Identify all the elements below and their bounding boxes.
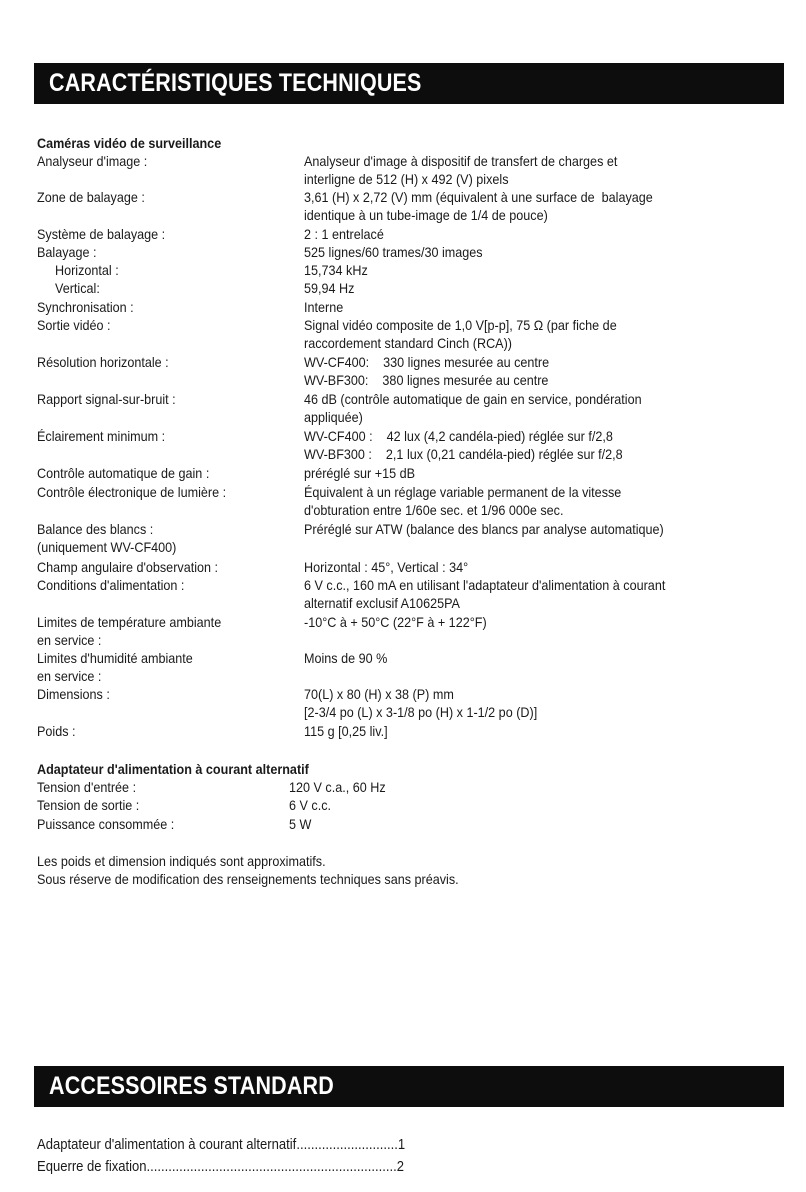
spec-label-line: Conditions d'alimentation : [37,577,185,593]
spec-label [37,520,176,557]
spec-value-line: Horizontal : 45°, Vertical : 34° [304,559,469,575]
spec-value-line: raccordement standard Cinch (RCA)) [304,335,512,352]
spec-label [37,353,169,371]
spec-value-line: 5 W [289,816,312,832]
accessory-qty: 2 [396,1159,405,1175]
spec-value [304,243,483,261]
spec-value [304,298,343,316]
spec-label-line: en service : [37,668,102,685]
spec-value-line: alternatif exclusif A10625PA [304,595,460,612]
spec-label [37,483,226,501]
spec-value-line: 3,61 (H) x 2,72 (V) mm (équivalent à une surface de balayage [304,189,653,205]
spec-value-line: WV-CF400: 330 lignes mesurée au centre [304,354,550,370]
spec-value-line: 15,734 kHz [304,262,368,278]
spec-label-line: Zone de balayage : [37,189,145,205]
spec-label [37,778,136,796]
spec-value-line: préréglé sur +15 dB [304,465,416,481]
spec-label [37,796,139,814]
spec-label-line: Synchronisation : [37,299,134,315]
spec-value-line: d'obturation entre 1/60e sec. et 1/96 000e sec. [304,502,564,519]
spec-label-line: Limites d'humidité ambiante [37,650,193,666]
spec-value [304,152,617,189]
spec-label [37,685,110,703]
spec-value-line: WV-BF300 : 2,1 lux (0,21 candéla-pied) réglée sur f/2,8 [304,446,623,463]
spec-value-line: -10°C à + 50°C (22°F à + 122°F) [304,614,487,630]
note-weights: Les poids et dimension indiqués sont approximatifs. [37,853,326,869]
spec-label [37,576,184,594]
spec-label-line: Rapport signal-sur-bruit : [37,391,176,407]
spec-label [37,243,97,261]
spec-value [304,261,368,279]
spec-value [304,188,653,225]
spec-value-line: 525 lignes/60 trames/30 images [304,244,483,260]
spec-value [289,796,331,814]
spec-label [37,152,147,170]
spec-label-line: Tension d'entrée : [37,779,137,795]
spec-value [289,815,311,833]
spec-value-line: 6 V c.c., 160 mA en utilisant l'adaptateur d'alimentation à courant [304,577,666,593]
spec-value [304,685,537,722]
spec-value [304,722,388,740]
spec-value [304,483,621,520]
spec-label-line: Poids : [37,723,76,739]
accessory-name: Adaptateur d'alimentation à courant alternatif [37,1137,297,1153]
spec-value-line: 46 dB (contrôle automatique de gain en service, pondération [304,391,642,407]
spec-value-line: Interne [304,299,344,315]
specs-banner [34,63,784,104]
spec-value-line: Signal vidéo composite de 1,0 V[p-p], 75 Ω (par fiche de [304,317,617,333]
spec-value [304,353,549,390]
spec-value-line: 115 g [0,25 liv.] [304,723,388,739]
spec-value-line: WV-CF400 : 42 lux (4,2 candéla-pied) réglée sur f/2,8 [304,428,613,444]
spec-value-line: interligne de 512 (H) x 492 (V) pixels [304,171,509,188]
spec-value [304,390,642,427]
spec-label-line: Sortie vidéo : [37,317,111,333]
accessory-item: Equerre de fixation.....................................................................2 [37,1159,405,1175]
spec-value-line: 2 : 1 entrelacé [304,226,384,242]
spec-value-line: [2-3/4 po (L) x 3-1/8 po (H) x 1-1/2 po (D)] [304,704,538,721]
spec-label [37,316,111,334]
spec-label [37,427,165,445]
spec-value-line: 59,94 Hz [304,280,355,296]
accessory-name: Equerre de fixation [37,1159,147,1175]
spec-label [37,261,119,279]
spec-value [304,558,468,576]
spec-label-line: Éclairement minimum : [37,428,166,444]
spec-label [37,188,145,206]
adapter-heading: Adaptateur d'alimentation à courant alternatif [37,761,309,777]
specs-title: CARACTÉRISTIQUES TECHNIQUES [49,69,422,97]
spec-value-line: 70(L) x 80 (H) x 38 (P) mm [304,686,454,702]
spec-label-line: en service : [37,632,102,649]
spec-label [37,649,193,686]
accessories-title: ACCESSOIRES STANDARD [49,1072,334,1100]
spec-label-line: Balance des blancs : [37,521,154,537]
spec-label-line: Balayage : [37,244,97,260]
camera-heading: Caméras vidéo de surveillance [37,135,222,151]
spec-label-line: Système de balayage : [37,226,166,242]
spec-value [304,649,387,667]
spec-value [304,613,487,631]
spec-label [37,225,165,243]
spec-value [304,225,384,243]
spec-value [304,576,665,613]
spec-value [289,778,386,796]
spec-label-line: Contrôle électronique de lumière : [37,484,227,500]
accessory-qty: 1 [397,1137,406,1153]
spec-value [304,279,354,297]
spec-label-line: Tension de sortie : [37,797,140,813]
spec-label [37,390,176,408]
spec-value-line: 120 V c.a., 60 Hz [289,779,386,795]
spec-label-line: Dimensions : [37,686,110,702]
spec-value [304,464,415,482]
spec-label-line: Vertical: [55,280,100,296]
accessory-item: Adaptateur d'alimentation à courant alternatif............................1 [37,1137,406,1153]
spec-value [304,316,617,353]
spec-value-line: Analyseur d'image à dispositif de transfert de charges et [304,153,618,169]
spec-label [37,279,100,297]
spec-label [37,558,218,576]
spec-value-line: WV-BF300: 380 lignes mesurée au centre [304,372,549,389]
note-changes: Sous réserve de modification des renseignements techniques sans préavis. [37,871,459,887]
spec-label-line: Résolution horizontale : [37,354,169,370]
spec-value-line: appliquée) [304,409,363,426]
spec-value-line: Équivalent à un réglage variable permanent de la vitesse [304,484,622,500]
spec-value-line: 6 V c.c. [289,797,332,813]
spec-value [304,427,623,464]
spec-value-line: identique à un tube-image de 1/4 de pouce) [304,207,548,224]
spec-label [37,722,76,740]
spec-value [304,520,664,538]
spec-label [37,298,134,316]
accessories-banner [34,1066,784,1107]
spec-label-line: Horizontal : [55,262,119,278]
spec-label-line: (uniquement WV-CF400) [37,539,177,556]
spec-value-line: Moins de 90 % [304,650,388,666]
spec-value-line: Préréglé sur ATW (balance des blancs par analyse automatique) [304,521,664,537]
spec-label [37,613,221,650]
spec-label-line: Limites de température ambiante [37,614,222,630]
spec-label [37,815,174,833]
spec-label-line: Champ angulaire d'observation : [37,559,219,575]
spec-label-line: Puissance consommée : [37,816,175,832]
spec-label-line: Analyseur d'image : [37,153,148,169]
spec-label [37,464,209,482]
spec-label-line: Contrôle automatique de gain : [37,465,210,481]
